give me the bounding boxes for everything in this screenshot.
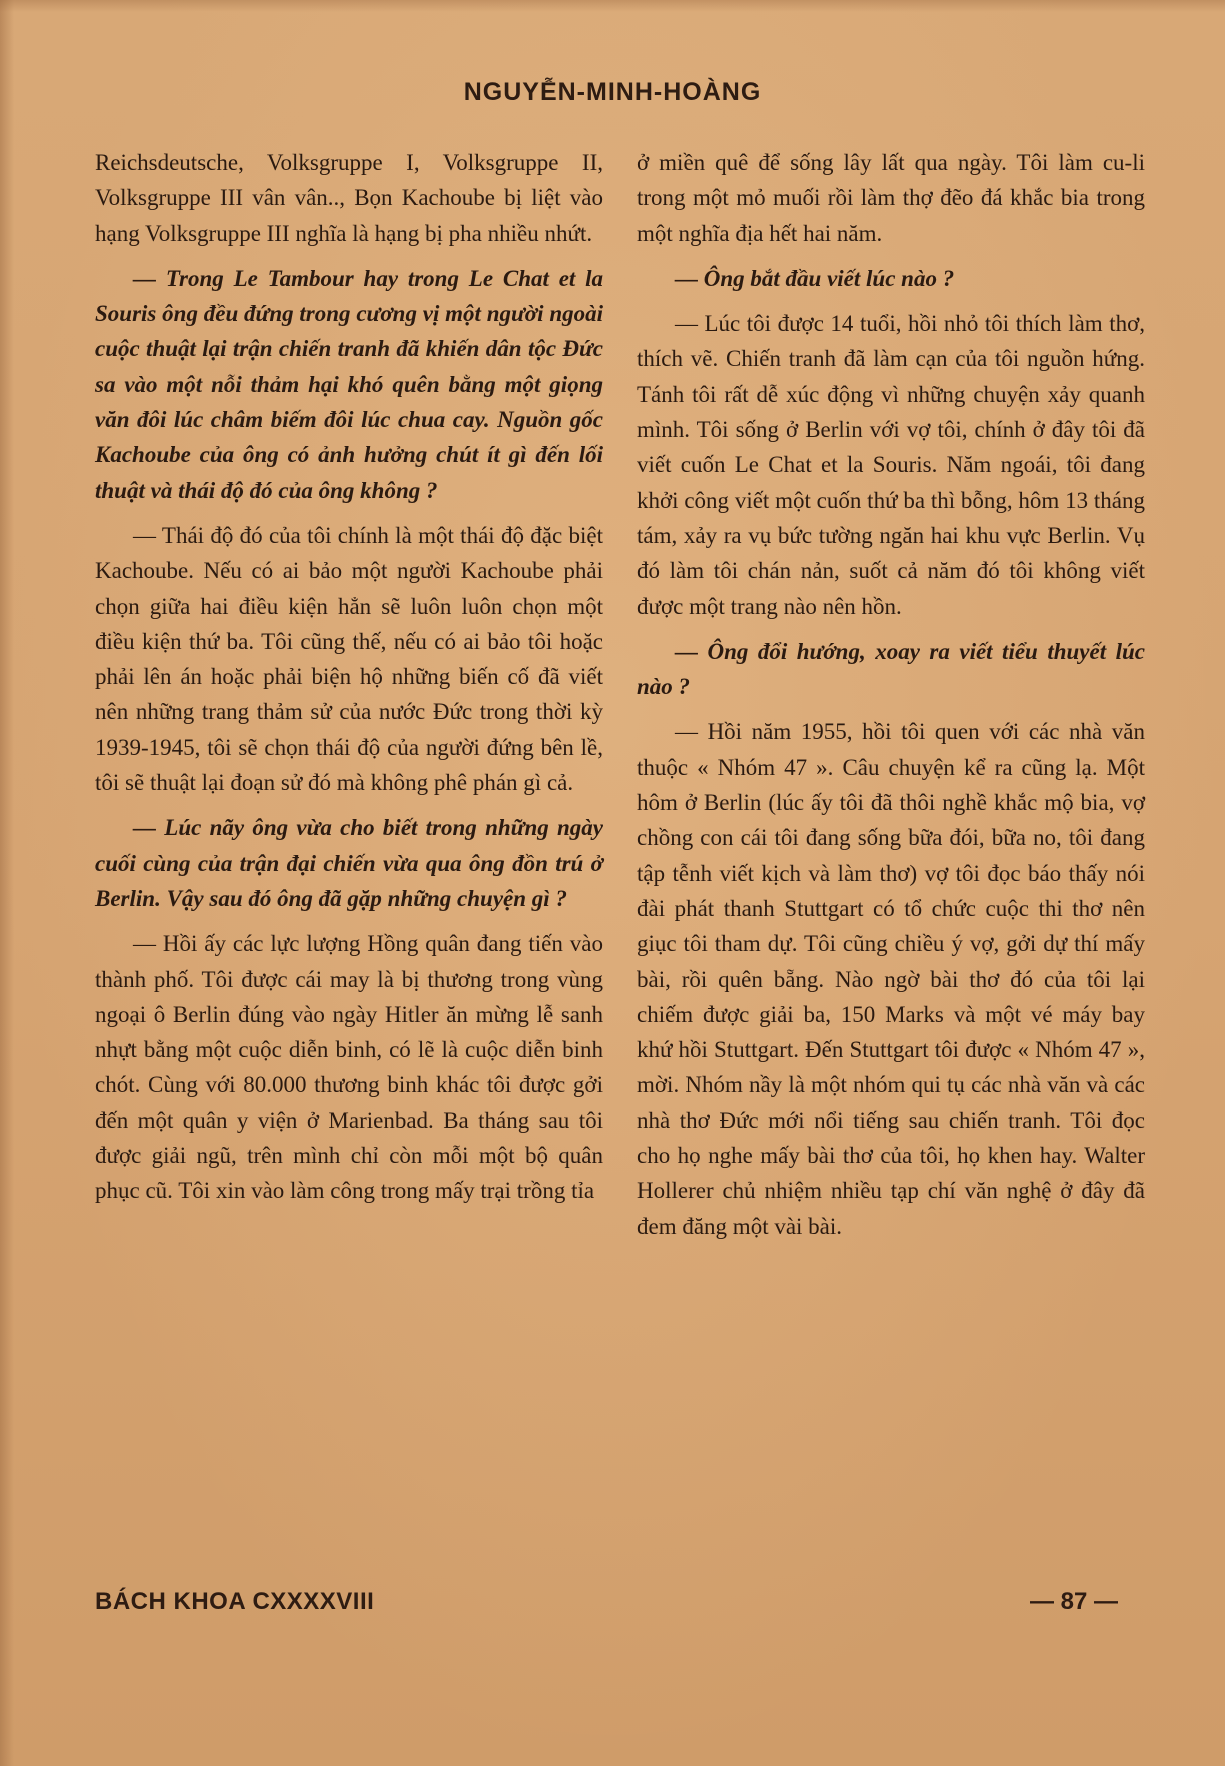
left-column — [95, 145, 603, 1219]
page-header: NGUYỄN-MINH-HOÀNG — [463, 78, 762, 106]
interview-question: — Ông đổi hướng, xoay ra viết tiểu thuyết lúc nào ? — [637, 638, 1145, 700]
interview-answer: — Hồi ấy các lực lượng Hồng quân đang tiến vào thành phố. Tôi được cái may là bị thương trong vùng ngoại ô Berlin đúng vào ngày Hitler ăn mừng lễ sanh nhựt bằng một cuộc diễn binh, có lẽ là cuộc diễn binh chót. Cùng với 80.000 thương binh khác tôi được gởi đến một quân y viện ở Marienbad. Ba tháng sau tôi được giải ngũ, trên mình chỉ còn mỗi một bộ quân phục cũ. Tôi xin vào làm công trong mấy trại trồng tỉa — [95, 931, 603, 1204]
interview-answer: — Hồi năm 1955, hồi tôi quen với các nhà văn thuộc « Nhóm 47 ». Câu chuyện kể ra cũng lạ. Một hôm ở Berlin (lúc ấy tôi đã thôi nghề khắc mộ bia, vợ chồng con cái tôi đang sống bữa đói, bữa no, tôi đang tập tễnh viết kịch và làm thơ) vợ tôi đọc báo thấy nói đài phát thanh Stuttgart có tổ chức cuộc thi thơ nên giục tôi tham dự. Tôi cũng chiều ý vợ, gởi dự thí mấy bài, rồi quên bẵng. Nào ngờ bài thơ đó của tôi lại chiếm được giải ba, 150 Marks và một vé máy bay khứ hồi Stuttgart. Đến Stuttgart tôi được « Nhóm 47 », mời. Nhóm nầy là một nhóm qui tụ các nhà văn và các nhà thơ Đức mới nổi tiếng sau chiến tranh. Tôi đọc cho họ nghe mấy bài thơ của tôi, họ khen hay. Walter Hollerer chủ nhiệm nhiều tạp chí văn nghệ ở đây đã đem đăng một vài bài. — [637, 719, 1145, 1239]
interview-question: — Ông bắt đầu viết lúc nào ? — [675, 265, 955, 291]
paragraph: Reichsdeutsche, Volksgruppe I, Volksgruppe II, Volksgruppe III vân vân.., Bọn Kachoube bị liệt vào hạng Volksgruppe III nghĩa là hạng bị pha nhiều nhứt. — [95, 150, 603, 246]
interview-answer: — Lúc tôi được 14 tuổi, hồi nhỏ tôi thích làm thơ, thích vẽ. Chiến tranh đã làm cạn của tôi nguồn hứng. Tánh tôi rất dễ xúc động vì những chuyện xảy quanh mình. Tôi sống ở Berlin với vợ tôi, chính ở đây tôi đã viết cuốn Le Chat et la Souris. Năm ngoái, tôi đang khởi công viết một cuốn thứ ba thì bỗng, hôm 13 tháng tám, xảy ra vụ bức tường ngăn hai khu vực Berlin. Vụ đó làm tôi chán nản, suốt cả năm đó tôi không viết được một trang nào nên hồn. — [637, 311, 1145, 619]
page-number: — 87 — — [1030, 1588, 1119, 1615]
publication-name: BÁCH KHOA CXXXXVIII — [95, 1588, 375, 1615]
paragraph: ở miền quê để sống lây lất qua ngày. Tôi làm cu-li trong một mỏ muối rồi làm thợ đẽo đá khắc bia trong một nghĩa địa hết hai năm. — [637, 150, 1145, 246]
interview-question: — Trong Le Tambour hay trong Le Chat et la Souris ông đều đứng trong cương vị một người ngoài cuộc thuật lại trận chiến tranh đã khiến dân tộc Đức sa vào một nỗi thảm hại khó quên bằng một giọng văn đôi lúc châm biếm đôi lúc chua cay. Nguồn gốc Kachoube của ông có ảnh hưởng chút ít gì đến lối thuật và thái độ đó của ông không ? — [95, 265, 603, 503]
interview-answer: — Thái độ đó của tôi chính là một thái độ đặc biệt Kachoube. Nếu có ai bảo một người Kachoube phải chọn giữa hai điều kiện hẳn sẽ luôn luôn chọn một điều kiện thứ ba. Tôi cũng thế, nếu có ai bảo tôi hoặc phải lên án hoặc phải biện hộ những biến cố đã viết nên những trang thảm sử của nước Đức trong thời kỳ 1939-1945, tôi sẽ chọn thái độ của người đứng bên lề, tôi sẽ thuật lại đoạn sử đó mà không phê phán gì cả. — [95, 522, 603, 796]
page-edge-left — [0, 0, 14, 1766]
page-edge-top — [0, 0, 1225, 12]
interview-question: — Lúc nãy ông vừa cho biết trong những ngày cuối cùng của trận đại chiến vừa qua ông đồn trú ở Berlin. Vậy sau đó ông đã gặp những chuyện gì ? — [95, 815, 603, 911]
right-column — [637, 145, 1145, 1254]
